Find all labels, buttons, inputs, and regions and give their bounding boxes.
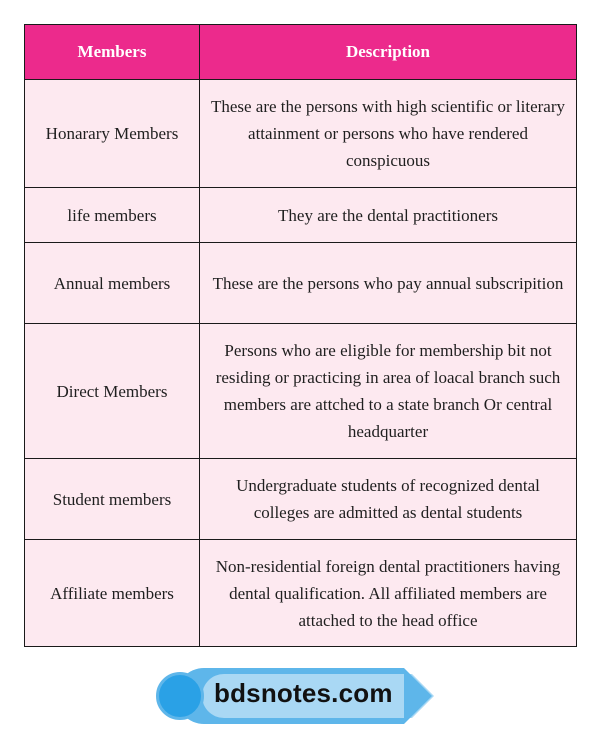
members-table (24, 24, 577, 647)
description-cell: These are the persons who pay annual subscripition (200, 243, 577, 324)
description-cell: Non-residential foreign dental practitioners having dental qualification. All affiliated members are attached to the head office (200, 540, 577, 647)
table-header-row (25, 25, 577, 80)
watermark-badge (156, 668, 416, 724)
table-row (25, 540, 577, 647)
member-cell: Honarary Members (25, 80, 200, 188)
table-row (25, 243, 577, 324)
table-row (25, 80, 577, 188)
member-cell: Affiliate members (25, 540, 200, 647)
description-cell: Undergraduate students of recognized dental colleges are admitted as dental students (200, 459, 577, 540)
member-cell: life members (25, 188, 200, 243)
member-cell: Direct Members (25, 324, 200, 459)
table-row (25, 459, 577, 540)
description-cell: These are the persons with high scientific or literary attainment or persons who have rendered conspicuous (200, 80, 577, 188)
table-row (25, 324, 577, 459)
header-members: Members (25, 25, 200, 80)
member-cell: Annual members (25, 243, 200, 324)
members-table-container (24, 24, 576, 647)
description-cell: They are the dental practitioners (200, 188, 577, 243)
description-cell: Persons who are eligible for membership bit not residing or practicing in area of loacal branch such members are attched to a state branch Or central headquarter (200, 324, 577, 459)
header-description: Description (200, 25, 577, 80)
table-row (25, 188, 577, 243)
circle-icon (156, 672, 204, 720)
member-cell: Student members (25, 459, 200, 540)
watermark-text: bdsnotes.com (214, 678, 393, 708)
